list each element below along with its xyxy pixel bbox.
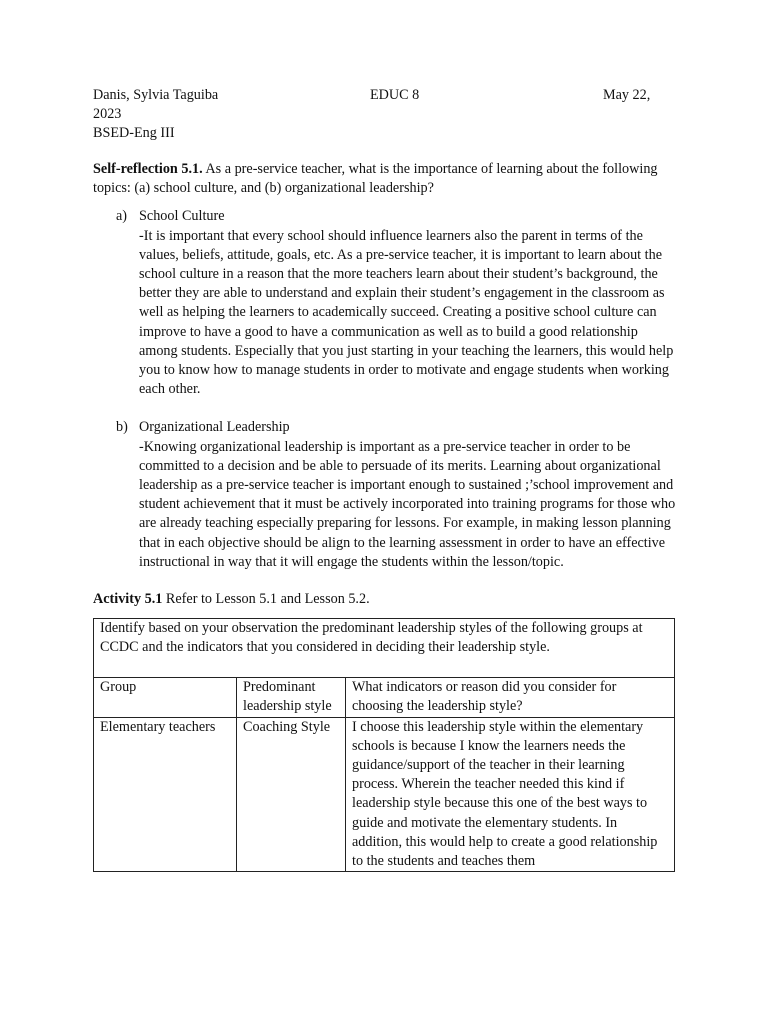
activity-text: Refer to Lesson 5.1 and Lesson 5.2. <box>162 591 370 608</box>
student-name: Danis, Sylvia Taguiba <box>93 87 219 103</box>
item-body: -It is important that every school should influence learners also the parent in terms of the values, beliefs, attitude, goals, etc. As a pre-service teacher, it is important to learn about the school culture in a reason that the more teachers learn about their student’s background, the better they are able to understand and explain their student’s engagement in the classroom as well as helping the learners to academically succeed. Creating a positive school culture can improve to have a good to have a communication as well as to build a good relationship among students. Especially that you just starting in your teaching the learners, this would help you to know how to manage students in order to motivate and engage students when working each other. <box>139 227 674 398</box>
item-title: School Culture <box>139 208 225 225</box>
cell-group: Elementary teachers <box>94 717 237 872</box>
header-group: Group <box>94 678 237 717</box>
header-style: Predominant leadership style <box>237 678 346 717</box>
activity-heading <box>93 590 678 609</box>
observation-table <box>93 618 675 872</box>
list-item <box>93 207 678 399</box>
reflection-list <box>93 207 678 572</box>
table-row <box>94 717 675 872</box>
header-reason: What indicators or reason did you consider for choosing the leadership style? <box>346 678 675 717</box>
list-marker: a) <box>116 208 128 225</box>
date: May 22, <box>603 87 651 103</box>
activity-label: Activity 5.1 <box>93 591 163 608</box>
cell-reason: I choose this leadership style within the elementary schools is because I know the learners needs the guidance/support of the teacher in their learning process. Wherein the teacher needed this kind if leadership style because this one of the best ways to guide and motivate the elementary students. In addition, this would help to create a good relationship to the students and teaches them <box>346 717 675 872</box>
self-reflection-text: As a pre-service teacher, what is the importance of learning about the following topics: (a) school culture, and (b) organizational leadership? <box>93 161 658 197</box>
document-page <box>93 86 678 872</box>
program: BSED-Eng III <box>93 125 175 141</box>
item-body: -Knowing organizational leadership is important as a pre-service teacher in order to be committed to a decision and be able to persuade of its merits. Learning about organizational leadership as a pre-service teacher is important enough to sustained ;’school improvement and student achievement that it must be actively incorporated into training programs for those who are already teaching especially preparing for lessons. For example, in making lesson planning that in each objective should be align to the learning assessment in order to have an effective instructional in way that it will engage the students within the lesson/topic. <box>139 438 676 570</box>
cell-style: Coaching Style <box>237 717 346 872</box>
header-row <box>93 86 678 105</box>
date-year: 2023 <box>93 106 122 122</box>
course-code: EDUC 8 <box>370 87 420 103</box>
table-header-row <box>94 678 675 717</box>
item-title: Organizational Leadership <box>139 419 290 436</box>
list-item <box>93 418 678 572</box>
self-reflection-question <box>93 160 678 198</box>
table-intro: Identify based on your observation the predominant leadership styles of the following groups at CCDC and the indicators that you considered in deciding their leadership style. <box>94 619 675 678</box>
self-reflection-label: Self-reflection 5.1. <box>93 161 203 177</box>
table-intro-row <box>94 619 675 678</box>
list-marker: b) <box>116 419 128 436</box>
